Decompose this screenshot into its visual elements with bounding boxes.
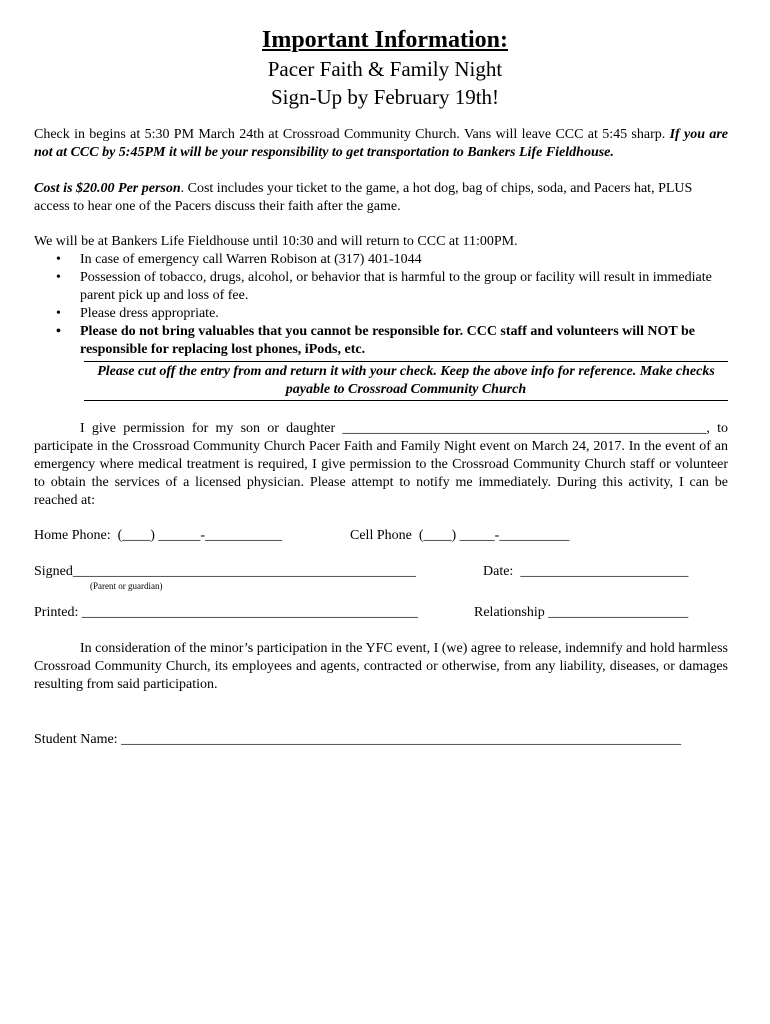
signup-deadline: Sign-Up by February 19th! xyxy=(270,85,500,109)
date-field[interactable]: Date: ________________________ xyxy=(483,564,689,579)
event-name: Pacer Faith & Family Night xyxy=(267,57,503,81)
relationship-field[interactable]: Relationship ____________________ xyxy=(474,605,689,620)
signature-field[interactable]: Signed_________________________________________________ xyxy=(34,564,416,579)
cut-line-bottom xyxy=(84,400,728,401)
list-item: • Please do not bring valuables that you cannot be responsible for. CCC staff and volunteers will NOT be responsible for replacing lost phones, iPods, etc. xyxy=(56,324,696,357)
list-item: • In case of emergency call Warren Robison at (317) 401-1044 xyxy=(56,252,422,267)
list-item: • Please dress appropriate. xyxy=(56,306,219,321)
cost-label: Cost is $20.00 Per person xyxy=(34,181,181,196)
checkin-text: Check in begins at 5:30 PM March 24th at Crossroad Community Church. Vans will leave CCC at 5:45 sharp. xyxy=(34,127,670,142)
permission-start[interactable]: I give permission for my son or daughter ____________________________________________________, xyxy=(80,421,710,436)
page-title: Important Information: xyxy=(262,27,508,53)
checkin-warning: If you are not at CCC by 5:45PM it will be your responsibility to get transportation to Bankers Life Fieldhouse. xyxy=(34,127,728,160)
permission-paragraph xyxy=(34,420,728,510)
printed-name-field[interactable]: Printed: ________________________________________________ xyxy=(34,605,418,620)
checkin-paragraph xyxy=(34,126,728,162)
bullet-icon: • xyxy=(56,252,61,267)
permission-rest: to participate in the Crossroad Community Church Pacer Faith and Family Night event on March 24, 2017. In the event of an emergency where medical treatment is required, I give permission to the Crossroad Community Church staff or volunteer to obtain the services of a licensed physician. Please attempt to notify me immediately. During this activity, I can be reached at: xyxy=(34,421,728,508)
cost-text: . Cost includes your ticket to the game, a hot dog, bag of chips, soda, and Pacers hat, PLUS access to hear one of the Pacers discuss their faith after the game. xyxy=(34,181,693,214)
release-paragraph: In consideration of the minor’s participation in the YFC event, I (we) agree to release, indemnify and hold harmless Crossroad Community Church, its employees and agents, contracted or otherwise, from any liability, diseases, or damages resulting from said participation. xyxy=(34,641,728,692)
bullet-icon: • xyxy=(56,270,61,285)
signature-note: (Parent or guardian) xyxy=(90,581,163,591)
cut-line xyxy=(84,361,728,362)
bullet-icon: • xyxy=(56,306,61,321)
list-item: • Possession of tobacco, drugs, alcohol, or behavior that is harmful to the group or facility will result in immediate parent pick up and loss of fee. xyxy=(56,270,712,303)
rules-list xyxy=(34,251,728,359)
student-name-field[interactable]: Student Name: ________________________________________________________________________________ xyxy=(34,732,682,747)
home-phone-field[interactable]: Home Phone: (____) ______-___________ xyxy=(34,528,283,543)
cost-paragraph xyxy=(34,180,728,216)
cut-notice: Please cut off the entry from and return it with your check. Keep the above info for reference. Make checks payable to Crossroad Community Church xyxy=(97,364,715,397)
cell-phone-field[interactable]: Cell Phone (____) _____-__________ xyxy=(350,528,570,543)
bullet-icon: • xyxy=(56,324,61,339)
schedule-text: We will be at Bankers Life Fieldhouse until 10:30 and will return to CCC at 11:00PM. xyxy=(34,234,518,249)
